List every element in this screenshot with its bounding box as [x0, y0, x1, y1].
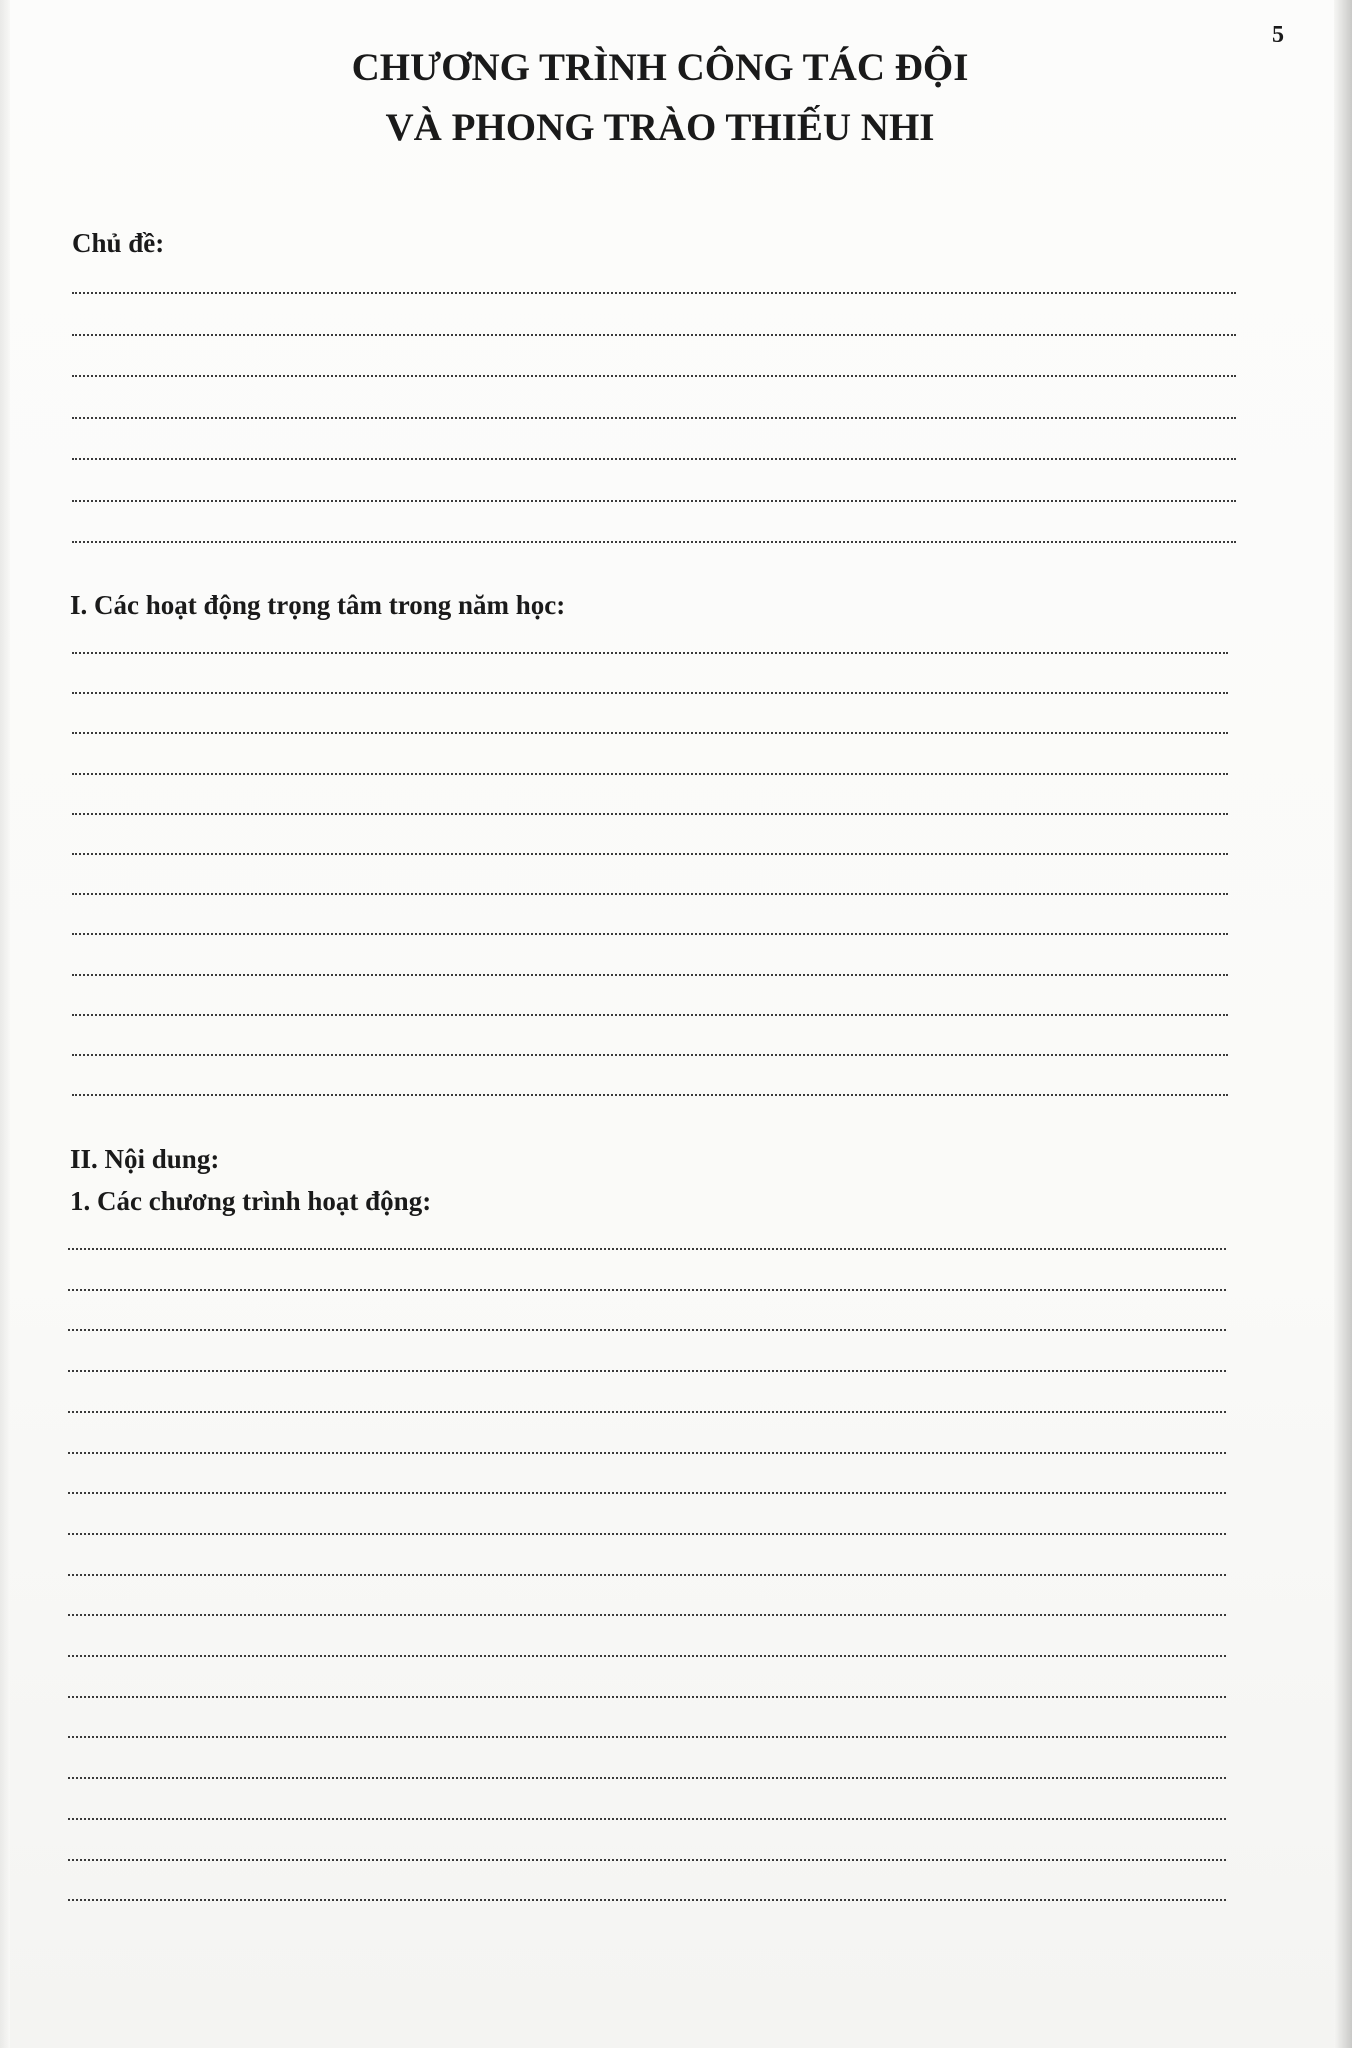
- blank-dotted-line: [72, 334, 1236, 336]
- blank-dotted-line: [68, 1370, 1226, 1372]
- blank-dotted-line: [68, 1574, 1226, 1576]
- blank-dotted-line: [72, 893, 1228, 895]
- heading-section-1: I. Các hoạt động trọng tâm trong năm học:: [70, 590, 566, 620]
- blank-dotted-line: [72, 375, 1236, 377]
- blank-dotted-line: [72, 500, 1236, 502]
- heading-chu-de: Chủ đề:: [72, 228, 165, 258]
- blank-dotted-line: [72, 933, 1228, 935]
- blank-dotted-line: [68, 1411, 1226, 1413]
- blank-dotted-line: [72, 292, 1236, 294]
- blank-dotted-line: [72, 541, 1236, 543]
- heading-subsection-1: 1. Các chương trình hoạt động:: [70, 1186, 432, 1216]
- blank-dotted-line: [68, 1289, 1226, 1291]
- page-left-edge: [0, 0, 10, 2048]
- blank-dotted-line: [72, 813, 1228, 815]
- blank-dotted-line: [72, 974, 1228, 976]
- blank-dotted-line: [68, 1329, 1226, 1331]
- blank-dotted-line: [68, 1492, 1226, 1494]
- blank-dotted-line: [68, 1655, 1226, 1657]
- title-line-1: CHƯƠNG TRÌNH CÔNG TÁC ĐỘI: [351, 46, 969, 89]
- heading-section-2: II. Nội dung:: [70, 1144, 220, 1174]
- blank-dotted-line: [72, 1014, 1228, 1016]
- blank-dotted-line: [68, 1736, 1226, 1738]
- blank-dotted-line: [68, 1533, 1226, 1535]
- blank-dotted-line: [68, 1614, 1226, 1616]
- blank-dotted-line: [72, 417, 1236, 419]
- blank-dotted-line: [72, 1054, 1228, 1056]
- blank-dotted-line: [72, 1094, 1228, 1096]
- blank-dotted-line: [72, 692, 1228, 694]
- blank-dotted-line: [68, 1777, 1226, 1779]
- blank-dotted-line: [72, 652, 1228, 654]
- blank-dotted-line: [72, 773, 1228, 775]
- blank-dotted-line: [68, 1818, 1226, 1820]
- blank-dotted-line: [72, 853, 1228, 855]
- blank-dotted-line: [72, 458, 1236, 460]
- blank-dotted-line: [68, 1859, 1226, 1861]
- title-line-2: VÀ PHONG TRÀO THIẾU NHI: [385, 106, 935, 149]
- page-right-edge: [1334, 0, 1352, 2048]
- blank-dotted-line: [68, 1248, 1226, 1250]
- page-title: [200, 38, 1120, 158]
- blank-dotted-line: [68, 1696, 1226, 1698]
- blank-dotted-line: [68, 1452, 1226, 1454]
- blank-dotted-line: [72, 732, 1228, 734]
- page-number: 5: [1272, 22, 1284, 48]
- blank-dotted-line: [68, 1899, 1226, 1901]
